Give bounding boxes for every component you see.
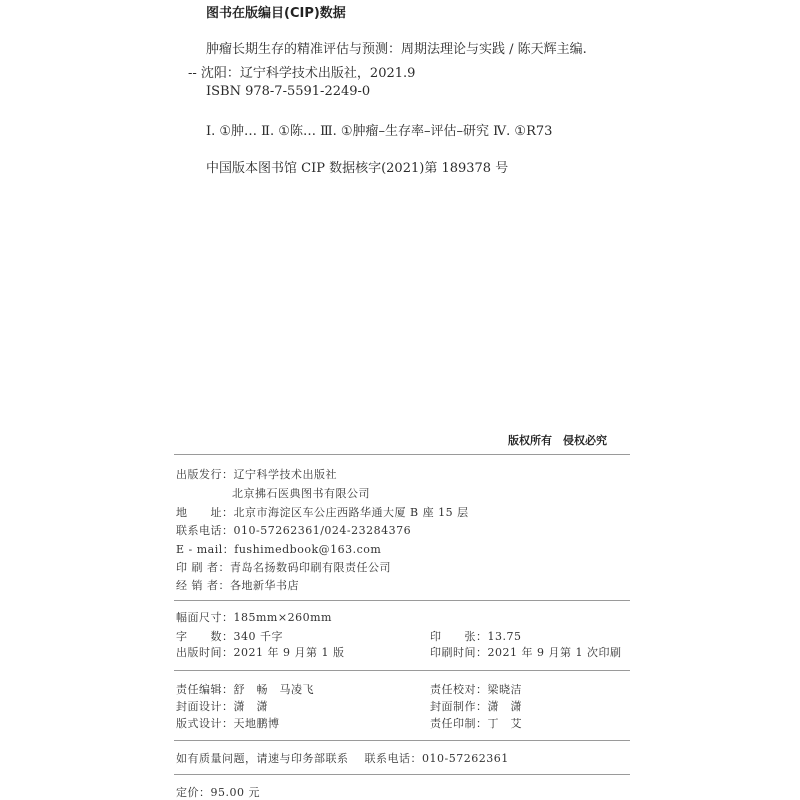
editor: 舒 畅 马凌飞	[233, 683, 314, 696]
price-value: 95.00 元	[210, 786, 260, 799]
publisher-2: 北京拂石医典图书有限公司	[232, 487, 370, 500]
address-label: 地 址：	[176, 506, 234, 519]
proofreader-label: 责任校对：	[430, 683, 488, 696]
size-row	[176, 609, 332, 625]
quality-row	[176, 750, 509, 766]
email: fushimedbook@163.com	[234, 543, 382, 556]
editor-row	[176, 681, 314, 697]
email-row	[176, 541, 381, 557]
words-row	[176, 628, 283, 644]
distributor-label: 经 销 者：	[176, 579, 230, 592]
print-time: 2021 年 9 月第 1 次印刷	[487, 646, 622, 659]
email-label: E - mail：	[176, 543, 235, 556]
production-label: 责任印制：	[430, 717, 488, 730]
quality-contact-label: 联系电话：	[364, 752, 422, 765]
cip-library-record: 中国版本图书馆 CIP 数据核字(2021)第 189378 号	[206, 161, 509, 176]
quality-contact: 010-57262361	[422, 752, 509, 765]
price-label: 定价：	[176, 786, 211, 799]
quality-notice: 如有质量问题，请速与印务部联系	[176, 752, 349, 765]
publisher-label: 出版发行：	[176, 468, 234, 481]
editor-label: 责任编辑：	[176, 683, 234, 696]
layout-design-row	[176, 715, 280, 731]
divider-4	[174, 740, 630, 741]
proofreader: 梁晓洁	[487, 683, 522, 696]
divider-top	[174, 454, 630, 455]
cip-classification: Ⅰ. ①肿… Ⅱ. ①陈… Ⅲ. ①肿瘤–生存率–评估–研究 Ⅳ. ①R73	[206, 124, 553, 139]
printer-row	[176, 559, 391, 575]
address: 北京市海淀区车公庄西路华通大厦 B 座 15 层	[233, 506, 469, 519]
layout-design-label: 版式设计：	[176, 717, 234, 730]
cip-heading: 图书在版编目(CIP)数据	[206, 6, 346, 21]
copyright-notice: 版权所有 侵权必究	[508, 434, 607, 447]
address-row	[176, 504, 469, 520]
cip-title-line: 肿瘤长期生存的精准评估与预测：周期法理论与实践 / 陈天辉主编.	[206, 42, 587, 57]
divider-3	[174, 670, 630, 671]
pub-time: 2021 年 9 月第 1 版	[233, 646, 345, 659]
production: 丁 艾	[487, 717, 522, 730]
cover-design-row	[176, 698, 268, 714]
pub-time-row	[176, 644, 344, 660]
layout-design: 天地鹏博	[233, 717, 280, 730]
printer-label: 印 刷 者：	[176, 561, 230, 574]
cover-design-label: 封面设计：	[176, 700, 234, 713]
size-label: 幅面尺寸：	[176, 611, 234, 624]
sheets-row	[430, 628, 522, 644]
phone: 010-57262361/024-23284376	[233, 524, 412, 537]
sheets: 13.75	[487, 630, 522, 643]
print-time-label: 印刷时间：	[430, 646, 488, 659]
production-row	[430, 715, 522, 731]
cover-production: 潇 潇	[487, 700, 522, 713]
publisher-row	[176, 466, 337, 482]
words: 340 千字	[233, 630, 283, 643]
distributor: 各地新华书店	[230, 579, 299, 592]
cover-production-label: 封面制作：	[430, 700, 488, 713]
publisher-1: 辽宁科学技术出版社	[233, 468, 337, 481]
divider-5	[174, 774, 630, 775]
words-label: 字 数：	[176, 630, 234, 643]
cip-isbn: ISBN 978-7-5591-2249-0	[206, 84, 371, 99]
size: 185mm×260mm	[233, 611, 332, 624]
price-row	[176, 784, 260, 800]
phone-label: 联系电话：	[176, 524, 234, 537]
print-time-row	[430, 644, 621, 660]
proofreader-row	[430, 681, 522, 697]
cip-publisher-line: -- 沈阳：辽宁科学技术出版社，2021.9	[188, 66, 416, 81]
divider-2	[174, 600, 630, 601]
cover-design: 潇 潇	[233, 700, 268, 713]
phone-row	[176, 522, 411, 538]
pub-time-label: 出版时间：	[176, 646, 234, 659]
printer: 青岛名扬数码印刷有限责任公司	[230, 561, 391, 574]
distributor-row	[176, 577, 299, 593]
cover-production-row	[430, 698, 522, 714]
sheets-label: 印 张：	[430, 630, 488, 643]
